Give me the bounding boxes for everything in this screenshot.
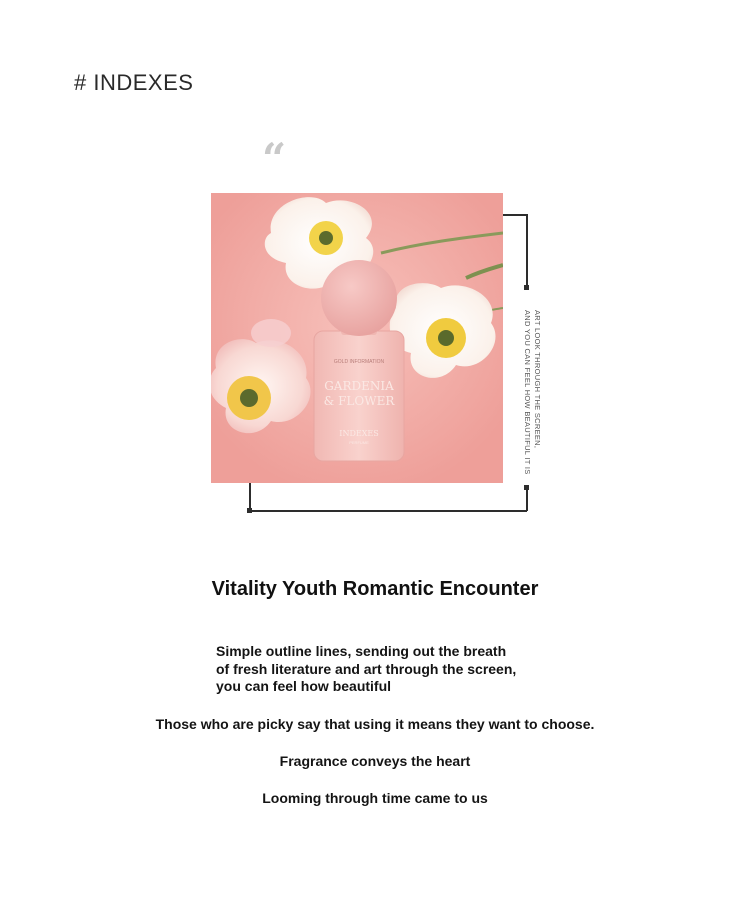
- side-caption: [518, 310, 542, 480]
- bottle-label-top: GOLD INFORMATION: [333, 359, 385, 365]
- description-line1: Simple outline lines, sending out the breath: [216, 643, 507, 659]
- frame-right-lower-line: [526, 488, 528, 511]
- fragrance-line: Fragrance conveys the heart: [279, 753, 471, 769]
- description-paragraph: [216, 643, 516, 696]
- frame-top-line: [503, 214, 527, 216]
- frame-dot-upper: [524, 285, 529, 290]
- side-caption-line2: AND YOU CAN FEEL HOW BEAUTIFUL IT IS: [523, 310, 532, 475]
- product-photo: [211, 193, 503, 483]
- brand-title: # INDEXES: [74, 70, 194, 95]
- frame-bottom-line: [249, 510, 527, 512]
- side-caption-line1: ART LOOK THROUGH THE SCREEN,: [533, 310, 542, 449]
- bottle-name-line1: GARDENIA: [324, 379, 394, 393]
- bottle-brand: INDEXES: [339, 429, 379, 438]
- description-line2: of fresh literature and art through the screen,: [216, 660, 517, 677]
- headline: Vitality Youth Romantic Encounter: [211, 578, 539, 600]
- picky-line: Those who are picky say that using it means they want to choose.: [155, 716, 595, 732]
- description-line3: you can feel how beautiful: [216, 678, 392, 694]
- bottle-name-line2: & FLOWER: [323, 394, 395, 408]
- quote-mark-icon: “: [262, 134, 287, 183]
- frame-right-upper-line: [526, 214, 528, 288]
- looming-line: Looming through time came to us: [262, 790, 488, 806]
- bottle-sub: PERFUME: [349, 440, 369, 445]
- frame-left-line: [249, 483, 251, 511]
- frame-dot-left: [247, 508, 252, 513]
- perfume-illustration: [211, 193, 503, 483]
